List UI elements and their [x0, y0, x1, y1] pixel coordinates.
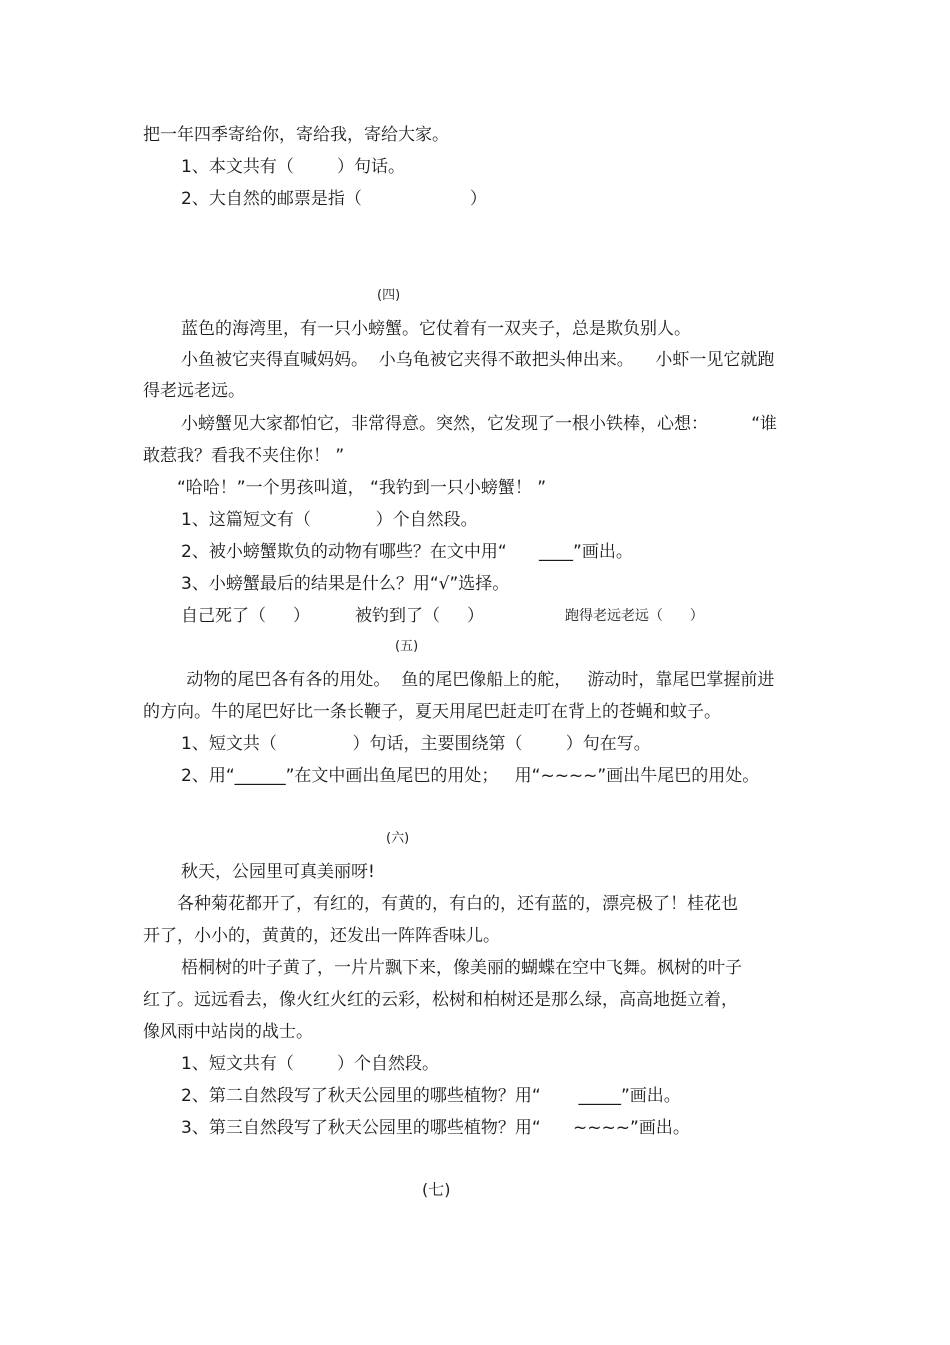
paragraph-3-line-2: 敢惹我？看我不夹住你！ ” — [143, 446, 345, 466]
question-1: 1、短文共有（ ）个自然段。 — [181, 1054, 440, 1074]
paragraph-2-line-1: 各种菊花都开了，有红的，有黄的，有白的，还有蓝的，漂亮极了！桂花也 — [177, 894, 738, 914]
paragraph-2-line-2: 得老远老远。 — [143, 381, 245, 401]
question-1: 1、短文共（ ）句话，主要围绕第（ ）句在写。 — [181, 734, 651, 754]
option-died: 自己死了（ ） — [181, 606, 311, 626]
paragraph-2-line-2: 开了，小小的，黄黄的，还发出一阵阵香味儿。 — [143, 926, 500, 946]
question-2: 2、被小螃蟹欺负的动物有哪些？在文中用“ ____”画出。 — [181, 542, 633, 562]
paragraph-2-line-1: 小鱼被它夹得直喊妈妈。 小乌龟被它夹得不敢把头伸出来。 小虾一见它就跑 — [181, 350, 775, 370]
question-2: 2、大自然的邮票是指（ ） — [181, 189, 487, 209]
section-heading-7: (七) — [422, 1180, 451, 1199]
paragraph-4: “哈哈！”一个男孩叫道， “我钓到一只小螃蟹！ ” — [177, 478, 547, 498]
paragraph-line: 把一年四季寄给你，寄给我，寄给大家。 — [143, 125, 449, 145]
paragraph-3-line-1: 小螃蟹见大家都怕它，非常得意。突然，它发现了一根小铁棒，心想： “谁 — [181, 414, 778, 434]
paragraph-3-line-1: 梧桐树的叶子黄了，一片片飘下来，像美丽的蝴蝶在空中飞舞。枫树的叶子 — [181, 958, 742, 978]
question-2: 2、用“______”在文中画出鱼尾巴的用处； 用“~~~~”画出牛尾巴的用处。 — [181, 766, 760, 786]
option-ran-away: 跑得老远老远（ ） — [565, 608, 704, 624]
paragraph-3-line-2: 红了。远远看去，像火红火红的云彩，松树和柏树还是那么绿，高高地挺立着， — [143, 990, 738, 1010]
paragraph-3-line-3: 像风雨中站岗的战士。 — [143, 1022, 313, 1042]
question-2: 2、第二自然段写了秋天公园里的哪些植物？用“ _____”画出。 — [181, 1086, 681, 1106]
paragraph-1-line-1: 动物的尾巴各有各的用处。 鱼的尾巴像船上的舵， 游动时，靠尾巴掌握前进 — [181, 670, 775, 690]
paragraph-1-line-2: 的方向。牛的尾巴好比一条长鞭子，夏天用尾巴赶走叮在背上的苍蝇和蚊子。 — [143, 702, 721, 722]
section-heading-5: (五) — [395, 639, 419, 654]
question-1: 1、这篇短文有（ ）个自然段。 — [181, 510, 478, 530]
section-heading-4: (四) — [377, 288, 401, 303]
question-3: 3、小螃蟹最后的结果是什么？用“√”选择。 — [181, 574, 510, 594]
question-3: 3、第三自然段写了秋天公园里的哪些植物？用“ ~~~~”画出。 — [181, 1118, 690, 1138]
paragraph-1: 秋天，公园里可真美丽呀! — [181, 862, 375, 882]
paragraph-1: 蓝色的海湾里，有一只小螃蟹。它仗着有一双夹子，总是欺负别人。 — [181, 319, 691, 339]
option-caught: 被钓到了（ ） — [355, 606, 485, 626]
section-heading-6: (六) — [386, 831, 410, 846]
question-1: 1、本文共有（ ）句话。 — [181, 157, 406, 177]
